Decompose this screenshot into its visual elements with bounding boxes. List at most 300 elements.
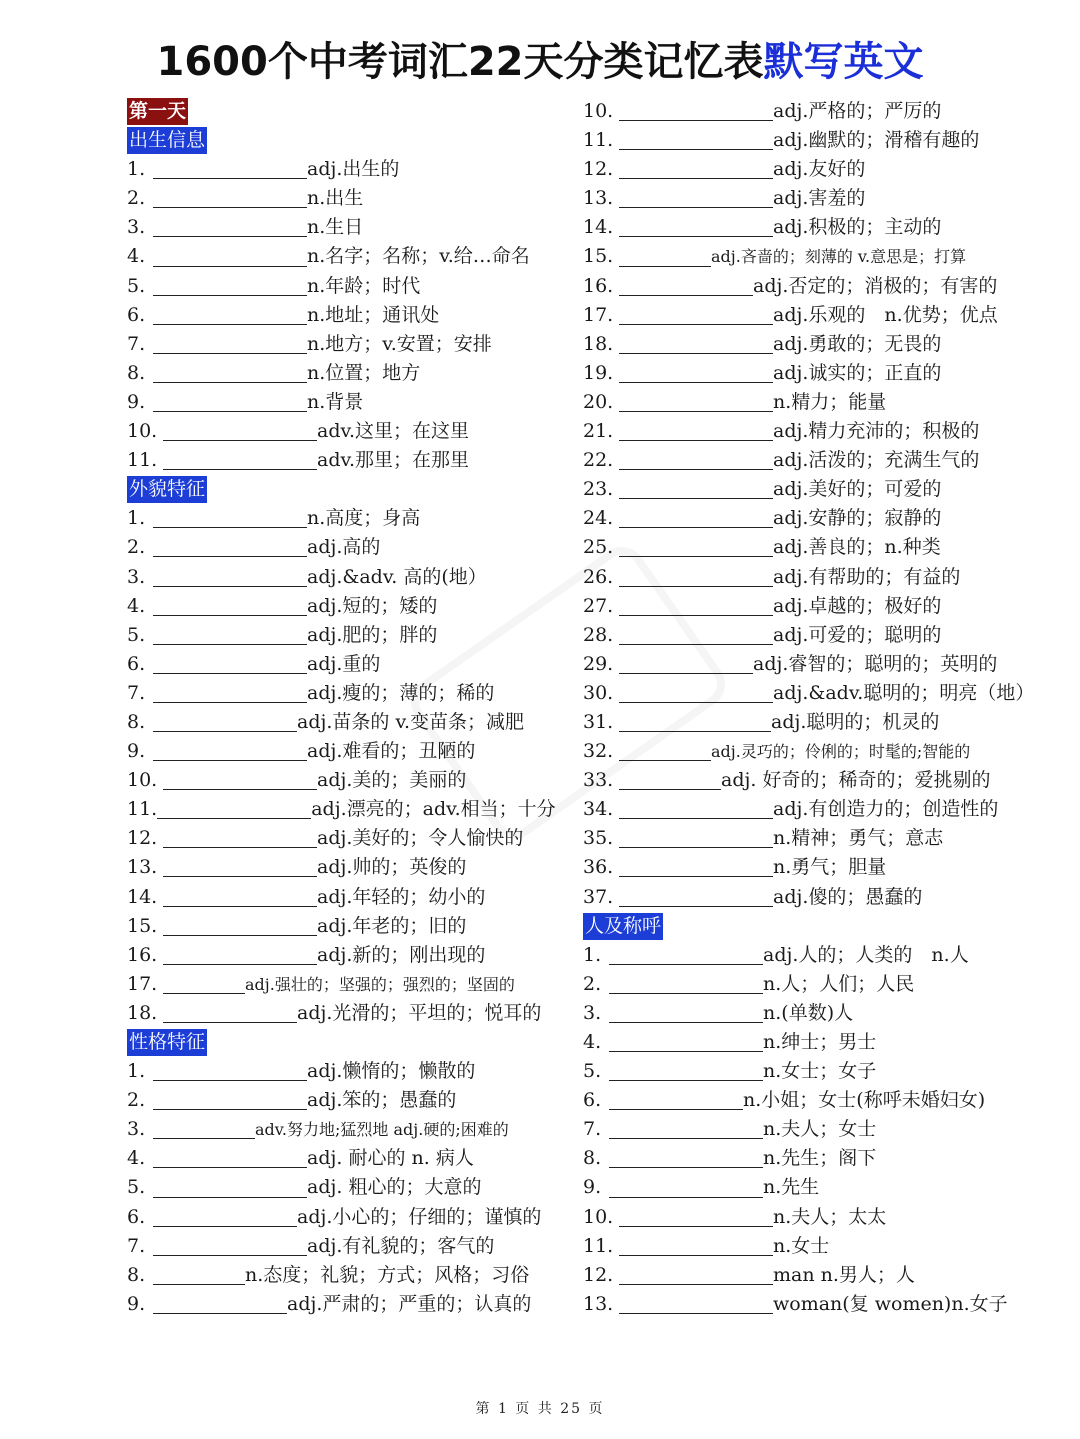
item-number: 16. [127, 943, 158, 966]
answer-blank[interactable] [163, 917, 317, 936]
answer-blank[interactable] [153, 626, 307, 645]
answer-blank[interactable] [619, 189, 773, 208]
answer-blank[interactable] [619, 335, 773, 354]
answer-blank[interactable] [163, 975, 245, 994]
day-header-row [127, 97, 567, 126]
item-number: 11. [127, 449, 158, 472]
vocab-item [127, 766, 567, 795]
item-definition: adj.聪明的；机灵的 [771, 710, 940, 733]
vocab-item [127, 999, 567, 1028]
vocab-item [583, 1086, 1023, 1115]
item-definition: n.绅士；男士 [763, 1031, 877, 1053]
answer-blank[interactable] [153, 393, 307, 412]
answer-blank[interactable] [153, 189, 307, 208]
vocab-item [583, 621, 1023, 650]
item-definition: adj.&adv.聪明的；明亮（地） [773, 681, 1035, 704]
answer-blank[interactable] [153, 364, 307, 383]
vocab-item [127, 883, 567, 912]
vocab-item [583, 417, 1023, 446]
category-label: 外貌特征 [127, 476, 207, 503]
vocab-item [127, 592, 567, 621]
vocab-item [583, 359, 1023, 388]
answer-blank[interactable] [153, 1149, 307, 1168]
item-definition: adj.出生的 [307, 158, 400, 181]
item-number: 7. [127, 681, 146, 704]
answer-blank[interactable] [619, 160, 773, 179]
item-number: 34. [583, 798, 614, 821]
vocab-item [127, 1115, 567, 1144]
vocab-item [583, 592, 1023, 621]
answer-blank[interactable] [153, 160, 307, 179]
item-number: 12. [583, 158, 614, 181]
vocab-item [583, 242, 1023, 271]
item-definition: adj.友好的 [773, 158, 866, 181]
vocab-item [583, 330, 1023, 359]
item-number: 1. [127, 158, 146, 181]
item-number: 20. [583, 390, 614, 413]
item-number: 27. [583, 594, 614, 617]
vocab-item [127, 504, 567, 533]
vocab-item [583, 155, 1023, 184]
answer-blank[interactable] [619, 1266, 773, 1285]
item-number: 4. [583, 1031, 602, 1053]
answer-blank[interactable] [153, 306, 307, 325]
item-number: 22. [583, 449, 614, 472]
item-definition: adj.可爱的；聪明的 [773, 623, 942, 646]
vocab-item [127, 155, 567, 184]
answer-blank[interactable] [619, 771, 721, 790]
answer-blank[interactable] [619, 277, 753, 296]
item-definition: adj.有礼貌的；客气的 [307, 1234, 495, 1257]
answer-blank[interactable] [619, 509, 773, 528]
item-definition: adj.害羞的 [773, 187, 866, 210]
item-definition: n.人；人们；人民 [763, 972, 915, 995]
item-definition: adj.精力充沛的；积极的 [773, 420, 980, 443]
item-number: 24. [583, 507, 614, 530]
item-number: 13. [127, 856, 158, 879]
item-number: 10. [583, 1205, 614, 1228]
answer-blank[interactable] [619, 684, 773, 703]
item-definition: adj.灵巧的；伶俐的；时髦的;智能的 [711, 742, 971, 762]
vocab-item [127, 563, 567, 592]
item-number: 13. [583, 1292, 614, 1315]
answer-blank[interactable] [619, 597, 773, 616]
item-number: 7. [127, 332, 146, 355]
answer-blank[interactable] [163, 451, 317, 470]
vocab-item [127, 359, 567, 388]
answer-blank[interactable] [619, 568, 773, 587]
answer-blank[interactable] [163, 888, 317, 907]
answer-blank[interactable] [157, 800, 311, 819]
answer-blank[interactable] [619, 1237, 773, 1256]
item-number: 1. [583, 943, 602, 966]
item-number: 8. [127, 710, 146, 733]
item-definition: n.位置；地方 [307, 361, 421, 384]
item-definition: n.名字；名称；v.给…命名 [307, 245, 530, 268]
item-number: 11. [583, 129, 614, 152]
title-main: 1600个中考词汇22天分类记忆表 [156, 39, 764, 85]
vocab-item [583, 883, 1023, 912]
item-number: 5. [583, 1060, 602, 1083]
item-number: 8. [127, 361, 146, 384]
answer-blank[interactable] [619, 1295, 773, 1314]
answer-blank[interactable] [153, 1091, 307, 1110]
answer-blank[interactable] [619, 655, 753, 674]
item-number: 4. [127, 245, 146, 268]
item-definition: n.地址；通讯处 [307, 303, 440, 326]
vocab-item [583, 533, 1023, 562]
item-number: 12. [127, 827, 158, 850]
vocab-item [583, 388, 1023, 417]
answer-blank[interactable] [619, 888, 773, 907]
item-definition: n.态度；礼貌；方式；风格；习俗 [245, 1263, 530, 1286]
vocab-item [127, 301, 567, 330]
item-number: 14. [127, 885, 158, 908]
answer-blank[interactable] [163, 858, 317, 877]
answer-blank[interactable] [609, 1062, 763, 1081]
item-number: 17. [127, 972, 158, 995]
right-column [583, 97, 1035, 1319]
item-number: 10. [583, 100, 614, 122]
answer-blank[interactable] [153, 1062, 307, 1081]
item-definition: adj.诚实的；正直的 [773, 361, 942, 384]
item-definition: adj.懒惰的；懒散的 [307, 1060, 476, 1083]
item-definition: adj.人的；人类的 n.人 [763, 943, 969, 966]
vocab-item [127, 650, 567, 679]
item-definition: adj.肥的；胖的 [307, 623, 438, 646]
vocab-item [583, 766, 1023, 795]
answer-blank[interactable] [619, 393, 773, 412]
item-number: 31. [583, 710, 614, 733]
item-definition: adj.瘦的；薄的；稀的 [307, 681, 495, 704]
answer-blank[interactable] [609, 975, 763, 994]
vocab-item [583, 97, 1023, 126]
item-number: 10. [127, 420, 158, 443]
item-number: 36. [583, 856, 614, 879]
answer-blank[interactable] [153, 1208, 297, 1227]
left-column [127, 97, 567, 1319]
item-definition: adj.有创造力的；创造性的 [773, 798, 999, 821]
answer-blank[interactable] [153, 655, 307, 674]
vocab-item [127, 1173, 567, 1202]
answer-blank[interactable] [153, 684, 307, 703]
item-definition: n.背景 [307, 390, 364, 413]
vocab-item [583, 475, 1023, 504]
answer-blank[interactable] [153, 1179, 307, 1198]
item-definition: n.夫人；女士 [763, 1118, 877, 1141]
answer-blank[interactable] [153, 277, 307, 296]
answer-blank[interactable] [153, 1237, 307, 1256]
item-number: 11. [127, 798, 158, 821]
item-definition: adj.卓越的；极好的 [773, 594, 942, 617]
vocab-item [583, 1028, 1023, 1057]
answer-blank[interactable] [619, 306, 773, 325]
item-definition: adj.否定的；消极的；有害的 [753, 274, 998, 297]
item-number: 8. [127, 1263, 146, 1286]
answer-blank[interactable] [619, 713, 771, 732]
category-label: 人及称呼 [583, 913, 663, 940]
day-label: 第一天 [127, 98, 188, 125]
item-definition: adj.傻的；愚蠢的 [773, 885, 923, 908]
item-number: 3. [127, 216, 146, 239]
vocab-item [127, 330, 567, 359]
item-definition: n.勇气；胆量 [773, 856, 887, 879]
page-footer: 第 1 页 共 25 页 [475, 1401, 605, 1417]
item-definition: adv.这里；在这里 [317, 420, 470, 443]
vocab-item [583, 1173, 1023, 1202]
item-definition: n.精力；能量 [773, 390, 887, 413]
item-definition: adj.严格的；严厉的 [773, 100, 942, 122]
item-number: 6. [127, 1205, 146, 1228]
vocab-item [127, 1144, 567, 1173]
item-number: 29. [583, 652, 614, 675]
vocab-item [127, 242, 567, 271]
item-definition: n.先生；阁下 [763, 1147, 877, 1170]
vocab-item [127, 912, 567, 941]
vocab-item [127, 1057, 567, 1086]
item-number: 5. [127, 274, 146, 297]
answer-blank[interactable] [163, 946, 317, 965]
item-definition: n.高度；身高 [307, 507, 421, 530]
item-number: 9. [127, 1292, 146, 1315]
item-number: 10. [127, 769, 158, 792]
vocab-item [583, 737, 1023, 766]
vocab-item [127, 446, 567, 475]
answer-blank[interactable] [619, 102, 773, 121]
item-definition: adj.高的 [307, 536, 381, 559]
category-header-row [127, 126, 567, 155]
item-number: 11. [583, 1234, 614, 1257]
answer-blank[interactable] [619, 829, 773, 848]
item-number: 14. [583, 216, 614, 239]
answer-blank[interactable] [163, 829, 317, 848]
vocab-item [583, 1115, 1023, 1144]
answer-blank[interactable] [163, 422, 317, 441]
vocab-item [583, 1057, 1023, 1086]
vocab-item [127, 941, 567, 970]
category-header-row [127, 1028, 567, 1057]
vocab-item [583, 504, 1023, 533]
vocab-item [127, 824, 567, 853]
item-definition: adj.苗条的 v.变苗条；减肥 [297, 710, 524, 733]
answer-blank[interactable] [619, 422, 773, 441]
vocab-item [583, 999, 1023, 1028]
item-number: 18. [583, 332, 614, 355]
answer-blank[interactable] [619, 248, 711, 267]
vocab-item [127, 1203, 567, 1232]
item-number: 6. [127, 303, 146, 326]
answer-blank[interactable] [619, 480, 773, 499]
vocab-item [127, 853, 567, 882]
answer-blank[interactable] [609, 1120, 763, 1139]
item-number: 6. [583, 1089, 602, 1112]
answer-blank[interactable] [153, 509, 307, 528]
item-definition: adj.&adv. 高的(地） [307, 565, 487, 588]
answer-blank[interactable] [619, 451, 773, 470]
answer-blank[interactable] [153, 597, 307, 616]
vocab-item [127, 184, 567, 213]
item-definition: adj.睿智的；聪明的；英明的 [753, 652, 998, 675]
item-definition: n.出生 [307, 187, 364, 210]
item-definition: adj.美的；美丽的 [317, 769, 467, 792]
vocab-item [583, 301, 1023, 330]
vocab-item [127, 213, 567, 242]
answer-blank[interactable] [609, 1179, 763, 1198]
item-number: 2. [127, 536, 146, 559]
item-definition: adj.积极的；主动的 [773, 216, 942, 239]
item-definition: adj.新的；刚出现的 [317, 943, 486, 966]
item-number: 28. [583, 623, 614, 646]
item-definition: adj.漂亮的；adv.相当；十分 [311, 798, 556, 821]
answer-blank[interactable] [153, 742, 307, 761]
item-definition: n.年龄；时代 [307, 274, 421, 297]
item-number: 2. [127, 187, 146, 210]
vocab-item [583, 563, 1023, 592]
answer-blank[interactable] [163, 771, 317, 790]
vocab-item [583, 446, 1023, 475]
item-definition: adj.幽默的；滑稽有趣的 [773, 129, 980, 152]
item-definition: adj.重的 [307, 652, 381, 675]
item-definition: adj.笨的；愚蠢的 [307, 1089, 457, 1112]
answer-blank[interactable] [609, 946, 763, 965]
item-number: 25. [583, 536, 614, 559]
answer-blank[interactable] [609, 1091, 743, 1110]
item-number: 7. [583, 1118, 602, 1141]
answer-blank[interactable] [153, 713, 297, 732]
vocab-item [583, 126, 1023, 155]
item-definition: adj. 耐心的 n. 病人 [307, 1147, 474, 1170]
category-label: 性格特征 [127, 1029, 207, 1056]
item-definition: adj.安静的；寂静的 [773, 507, 942, 530]
answer-blank[interactable] [619, 364, 773, 383]
answer-blank[interactable] [619, 626, 773, 645]
answer-blank[interactable] [609, 1004, 763, 1023]
item-definition: n.女士 [773, 1234, 830, 1257]
item-definition: adj.年老的；旧的 [317, 914, 467, 937]
item-number: 33. [583, 769, 614, 792]
answer-blank[interactable] [609, 1033, 763, 1052]
answer-blank[interactable] [609, 1149, 763, 1168]
item-definition: adj.短的；矮的 [307, 594, 438, 617]
category-header-row [583, 912, 1023, 941]
item-number: 17. [583, 303, 614, 326]
answer-blank[interactable] [619, 800, 773, 819]
answer-blank[interactable] [619, 538, 773, 557]
answer-blank[interactable] [153, 218, 307, 237]
item-definition: adj.难看的；丑陋的 [307, 740, 476, 763]
item-number: 30. [583, 681, 614, 704]
vocab-item [583, 1290, 1023, 1319]
answer-blank[interactable] [153, 538, 307, 557]
item-definition: adj.美好的；可爱的 [773, 478, 942, 501]
item-definition: adj.善良的；n.种类 [773, 536, 941, 559]
item-number: 15. [127, 914, 158, 937]
item-definition: adj.吝啬的；刻薄的 v.意思是；打算 [711, 247, 967, 267]
item-definition: man n.男人；人 [773, 1263, 915, 1286]
page-title [0, 30, 1080, 96]
item-definition: n.小姐；女士(称呼未婚妇女) [743, 1089, 986, 1112]
vocab-item [583, 1144, 1023, 1173]
item-number: 3. [127, 1118, 146, 1141]
vocab-item [583, 1232, 1023, 1261]
vocab-item [127, 1261, 567, 1290]
vocab-item [583, 795, 1023, 824]
item-number: 4. [127, 1147, 146, 1170]
answer-blank[interactable] [619, 742, 711, 761]
item-definition: n.精神；勇气；意志 [773, 827, 944, 850]
item-number: 26. [583, 565, 614, 588]
item-definition: adj.小心的；仔细的；谨慎的 [297, 1205, 542, 1228]
vocab-item [583, 853, 1023, 882]
item-definition: adj.强壮的；坚强的；强烈的；坚固的 [245, 974, 515, 994]
item-definition: adj.乐观的 n.优势；优点 [773, 303, 998, 326]
item-definition: adj. 好奇的；稀奇的；爱挑剔的 [721, 769, 991, 792]
vocab-item [127, 621, 567, 650]
item-number: 7. [127, 1234, 146, 1257]
item-number: 37. [583, 885, 614, 908]
item-number: 8. [583, 1147, 602, 1170]
vocab-item [583, 941, 1023, 970]
item-definition: adj.严肃的；严重的；认真的 [287, 1292, 532, 1315]
vocab-item [127, 1086, 567, 1115]
answer-blank[interactable] [619, 1208, 773, 1227]
vocab-item [583, 679, 1035, 708]
answer-blank[interactable] [619, 131, 773, 150]
answer-blank[interactable] [153, 1266, 245, 1285]
vocab-item [583, 824, 1023, 853]
vocab-item [583, 1261, 1023, 1290]
item-number: 5. [127, 623, 146, 646]
vocab-item [583, 1203, 1023, 1232]
item-number: 32. [583, 740, 614, 763]
vocab-item [127, 970, 567, 999]
item-number: 19. [583, 361, 614, 384]
item-definition: adj.美好的；令人愉快的 [317, 827, 524, 850]
vocab-item [127, 795, 567, 824]
item-definition: adj.有帮助的；有益的 [773, 565, 961, 588]
category-label: 出生信息 [127, 127, 207, 154]
item-definition: n.(单数)人 [763, 1001, 854, 1024]
item-number: 4. [127, 594, 146, 617]
item-number: 18. [127, 1001, 158, 1024]
item-number: 12. [583, 1263, 614, 1286]
answer-blank[interactable] [619, 858, 773, 877]
answer-blank[interactable] [153, 1120, 255, 1139]
answer-blank[interactable] [619, 218, 773, 237]
item-number: 5. [127, 1176, 146, 1199]
item-number: 9. [127, 740, 146, 763]
item-definition: n.夫人；太太 [773, 1205, 887, 1228]
item-number: 6. [127, 652, 146, 675]
item-definition: adj.活泼的；充满生气的 [773, 449, 980, 472]
title-highlight: 默写英文 [763, 39, 924, 85]
item-number: 23. [583, 478, 614, 501]
answer-blank[interactable] [153, 335, 307, 354]
item-number: 21. [583, 420, 614, 443]
item-definition: adj. 粗心的；大意的 [307, 1176, 482, 1199]
answer-blank[interactable] [153, 1295, 287, 1314]
answer-blank[interactable] [153, 568, 307, 587]
answer-blank[interactable] [163, 1004, 297, 1023]
vocab-item [127, 417, 567, 446]
item-definition: n.地方；v.安置；安排 [307, 332, 492, 355]
answer-blank[interactable] [153, 248, 307, 267]
item-definition: adj.帅的；英俊的 [317, 856, 467, 879]
vocab-item [583, 650, 1023, 679]
category-header-row [127, 475, 567, 504]
item-number: 35. [583, 827, 614, 850]
vocab-item [127, 272, 567, 301]
